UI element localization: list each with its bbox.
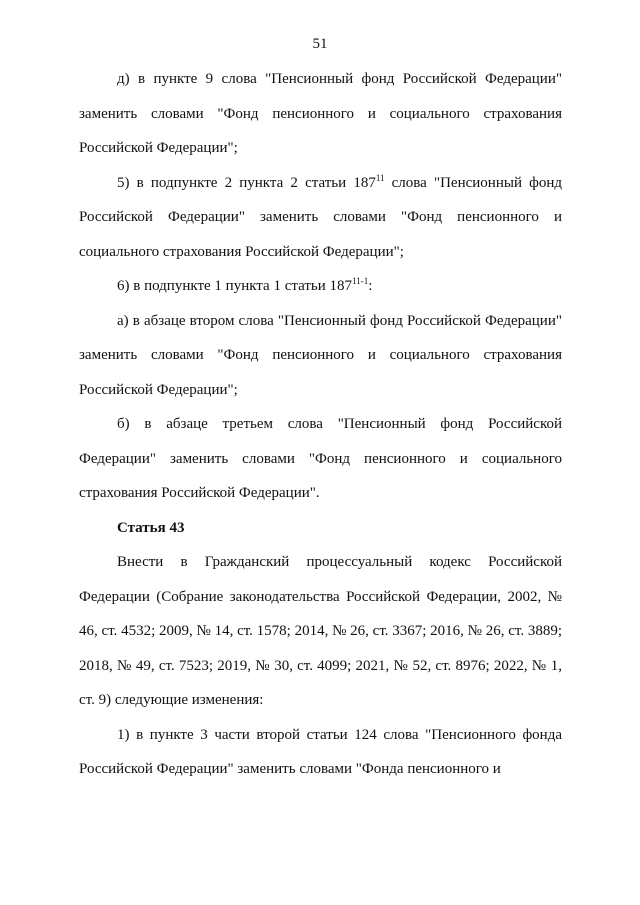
paragraph-item-6-superscript: 11-1 xyxy=(352,276,369,286)
paragraph-item-d: д) в пункте 9 слова "Пенсионный фонд Российской Федерации" заменить словами "Фонд пенсионного и социального страхования Российской Федерации"; xyxy=(79,71,562,156)
paragraph-item-6 xyxy=(79,269,562,304)
article-intro-paragraph: Внести в Гражданский процессуальный кодекс Российской Федерации (Собрание законодательства Российской Федерации, 2002, № 46, ст. 4532; 2009, № 14, ст. 1578; 2014, № 26, ст. 3367; 2016, № 26, ст. 3889; 2018, № 49, ст. 7523; 2019, № 30, ст. 4099; 2021, № 52, ст. 8976; 2022, № 1, ст. 9) следующие изменения: xyxy=(79,554,562,708)
paragraph-item-a: а) в абзаце втором слова "Пенсионный фонд Российской Федерации" заменить словами "Фонд пенсионного и социального страхования Российской Федерации"; xyxy=(79,312,562,398)
article-item-1: 1) в пункте 3 части второй статьи 124 слова "Пенсионного фонда Российской Федерации" заменить словами "Фонда пенсионного и xyxy=(79,726,562,777)
page-number: 51 xyxy=(312,36,328,52)
paragraph-item-5 xyxy=(79,166,562,270)
paragraph-item-5-text-start: 5) в подпункте 2 пункта 2 статьи 187 xyxy=(117,174,376,191)
document-body xyxy=(79,62,562,787)
paragraph-item-6-text-start: 6) в подпункте 1 пункта 1 статьи 187 xyxy=(117,278,353,294)
paragraph-item-5-text-end: слова "Пенсионный фонд Российской Федерации" заменить словами "Фонд пенсионного и социального страхования Российской Федерации"; xyxy=(79,174,562,260)
article-heading: Статья 43 xyxy=(117,519,185,536)
paragraph-item-6-text-end: : xyxy=(368,278,373,294)
paragraph-item-b: б) в абзаце третьем слова "Пенсионный фонд Российской Федерации" заменить словами "Фонд пенсионного и социального страхования Российской Федерации". xyxy=(79,416,562,501)
paragraph-item-5-superscript: 11 xyxy=(375,172,385,183)
